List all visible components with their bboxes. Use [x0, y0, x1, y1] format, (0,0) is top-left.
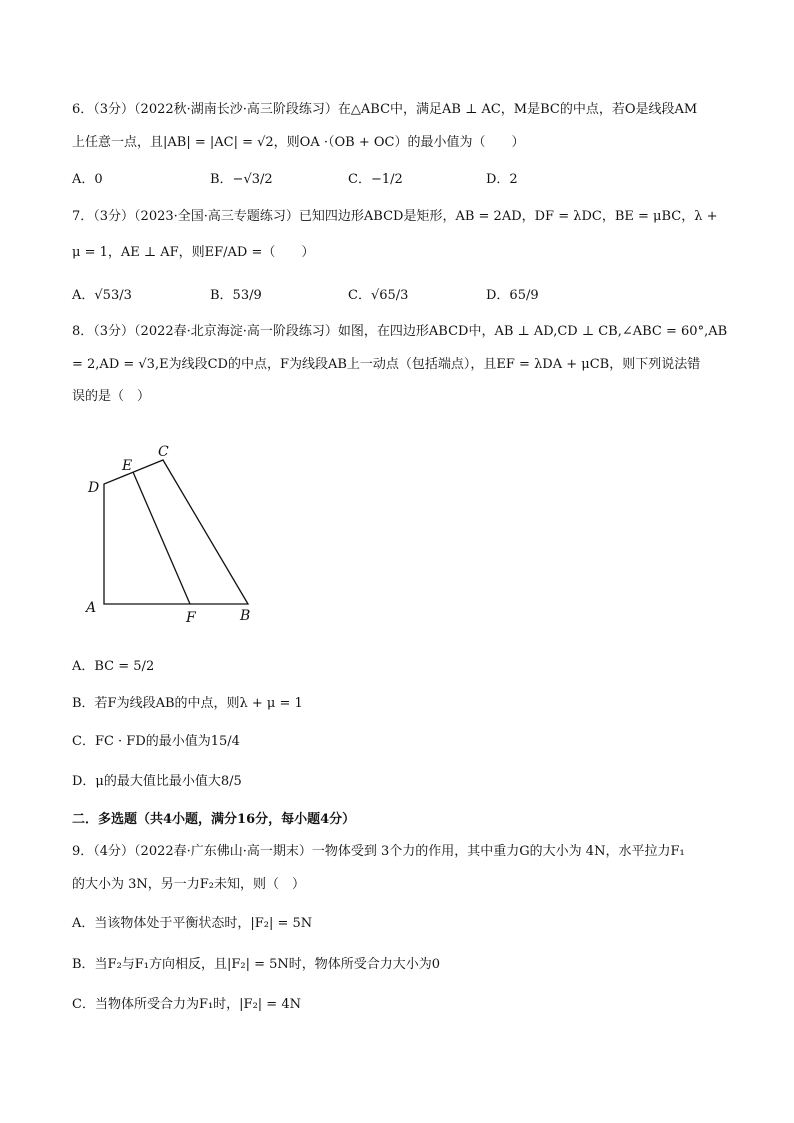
label-c: C	[158, 444, 169, 460]
q9-option-c: C．当物体所受合力为F₁时，|F₂| = 4N	[72, 997, 301, 1012]
q8-line3: 误的是（ ）	[72, 389, 151, 404]
q9-option-a: A．当该物体处于平衡状态时，|F₂| = 5N	[72, 916, 313, 931]
q8-line1: 8．（3分）（2022春·北京海淀·高一阶段练习）如图，在四边形ABCD中，AB ⊥ AD,CD ⊥ CB,∠ABC = 60°,AB	[72, 324, 728, 339]
label-a: A	[86, 600, 97, 616]
q8-option-a: A．BC = 5/2	[72, 659, 155, 674]
q7-option-c: C．√65/3	[348, 288, 409, 303]
q6-option-b: B．−√3/2	[210, 172, 273, 187]
q7-option-a: A．√53/3	[72, 288, 132, 303]
q8-line2: = 2,AD = √3,E为线段CD的中点，F为线段AB上一动点（包括端点），且EF = λDA + μCB，则下列说法错	[72, 357, 701, 372]
q6-option-a: A．0	[72, 172, 103, 187]
section-heading: 二．多选题（共4小题，满分16分，每小题4分）	[72, 812, 356, 827]
label-b: B	[240, 608, 251, 624]
label-f: F	[186, 610, 196, 626]
q8-option-b: B．若F为线段AB的中点，则λ + μ = 1	[72, 696, 303, 711]
q9-option-b: B．当F₂与F₁方向相反，且|F₂| = 5N时，物体所受合力大小为0	[72, 957, 441, 972]
q7-option-d: D．65/9	[486, 288, 539, 303]
quadrilateral-abcd	[104, 460, 248, 604]
q7-line2: μ = 1，AE ⊥ AF，则EF/AD =（ ）	[72, 245, 315, 260]
q6-line2: 上任意一点，且|AB| = |AC| = √2，则OA ·（OB + OC）的最小值为（ ）	[72, 135, 525, 150]
q9-line1: 9．（4分）（2022春·广东佛山·高一期末）一物体受到 3个力的作用，其中重力G的大小为 4N，水平拉力F₁	[72, 844, 685, 859]
q8-option-d: D．μ的最大值比最小值大8/5	[72, 774, 242, 789]
q6-option-d: D．2	[486, 172, 518, 187]
label-d: D	[88, 480, 100, 496]
label-e: E	[122, 458, 133, 474]
q7-option-b: B．53/9	[210, 288, 262, 303]
q8-option-c: C．FC · FD的最小值为15/4	[72, 734, 240, 749]
q7-line1: 7．（3分）（2023·全国·高三专题练习）已知四边形ABCD是矩形，AB = 2AD，DF = λDC，BE = μBC，λ +	[72, 209, 718, 224]
q6-line1: 6．（3分）（2022秋·湖南长沙·高三阶段练习）在△ABC中，满足AB ⊥ AC，M是BC的中点，若O是线段AM	[72, 102, 698, 117]
quadrilateral-figure	[80, 440, 270, 630]
q9-line2: 的大小为 3N，另一力F₂未知，则（ ）	[72, 877, 306, 892]
q6-option-c: C．−1/2	[348, 172, 403, 187]
